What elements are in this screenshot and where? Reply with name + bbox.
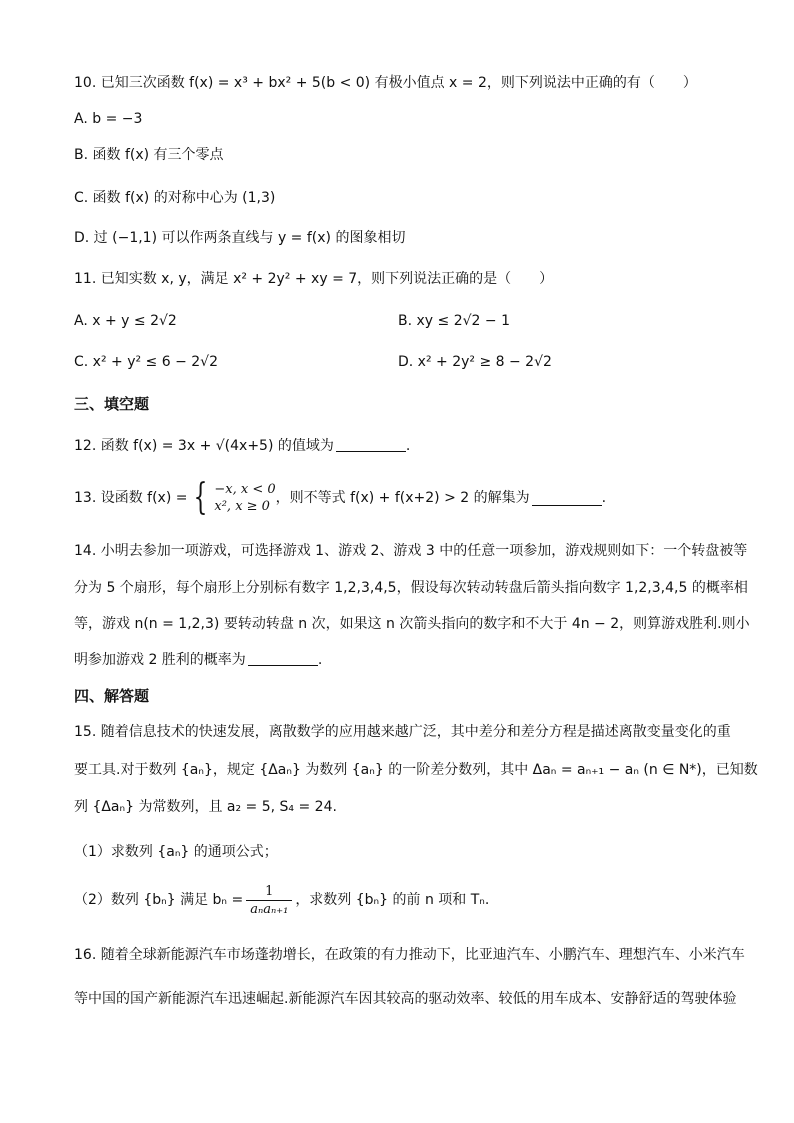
q14-line-4 bbox=[74, 650, 322, 670]
q12-text: 12. 函数 f(x) = 3x + √(4x+5) 的值域为 bbox=[74, 438, 334, 454]
q10-option-a: A. b = −3 bbox=[74, 111, 143, 127]
section-heading-solutions: 四、解答题 bbox=[74, 687, 150, 705]
q13-end: . bbox=[601, 490, 607, 506]
q15-line-1: 15. 随着信息技术的快速发展，离散数学的应用越来越广泛，其中差分和差分方程是描述离散变量变化的重 bbox=[74, 724, 731, 740]
piecewise-function bbox=[187, 477, 276, 518]
q10-option-d: D. 过 (−1,1) 可以作两条直线与 y = f(x) 的图象相切 bbox=[74, 230, 406, 246]
q14-end: . bbox=[317, 652, 323, 668]
q11-stem: 11. 已知实数 x, y，满足 x² + 2y² + xy = 7，则下列说法正确的是（ ） bbox=[74, 271, 554, 287]
q12-line bbox=[74, 436, 410, 456]
q16-line-1: 16. 随着全球新能源汽车市场蓬勃增长，在政策的有力推动下，比亚迪汽车、小鹏汽车、理想汽车、小米汽车 bbox=[74, 947, 745, 963]
q10-option-c: C. 函数 f(x) 的对称中心为 (1,3) bbox=[74, 190, 276, 206]
fraction-denominator: aₙaₙ₊₁ bbox=[246, 900, 292, 918]
piecewise-cases bbox=[214, 481, 275, 515]
q16-line-2: 等中国的国产新能源汽车迅速崛起.新能源汽车因其较高的驱动效率、较低的用车成本、安静舒适的驾驶体验 bbox=[74, 991, 737, 1007]
q11-option-c: C. x² + y² ≤ 6 − 2√2 bbox=[74, 354, 219, 370]
q11-option-b: B. xy ≤ 2√2 − 1 bbox=[398, 313, 510, 329]
q15-part-2 bbox=[74, 880, 489, 920]
q14-line-2: 分为 5 个扇形，每个扇形上分别标有数字 1,2,3,4,5，假设每次转动转盘后箭头指向数字 1,2,3,4,5 的概率相 bbox=[74, 580, 748, 596]
q10-stem: 10. 已知三次函数 f(x) = x³ + bx² + 5(b < 0) 有极小值点 x = 2，则下列说法中正确的有（ ） bbox=[74, 75, 697, 91]
q14-line-4-text: 明参加游戏 2 胜利的概率为 bbox=[74, 652, 246, 668]
q14-line-1: 14. 小明去参加一项游戏，可选择游戏 1、游戏 2、游戏 3 中的任意一项参加，游戏规则如下：一个转盘被等 bbox=[74, 543, 748, 559]
case-2: x², x ≥ 0 bbox=[214, 499, 270, 514]
fraction bbox=[246, 883, 292, 918]
q12-end: . bbox=[405, 438, 411, 454]
q13-post: ，则不等式 f(x) + f(x+2) > 2 的解集为 bbox=[275, 490, 530, 506]
case-1: −x, x < 0 bbox=[214, 482, 276, 497]
answer-blank[interactable] bbox=[248, 651, 318, 666]
q14-line-3: 等，游戏 n(n = 1,2,3) 要转动转盘 n 次，如果这 n 次箭头指向的数字和不大于 4n − 2，则算游戏胜利.则小 bbox=[74, 616, 750, 632]
q15-line-3: 列 {Δaₙ} 为常数列，且 a₂ = 5, S₄ = 24. bbox=[74, 799, 337, 815]
q15-part-2-pre: （2）数列 {bₙ} 满足 bₙ = bbox=[74, 892, 244, 908]
fraction-numerator: 1 bbox=[265, 883, 274, 899]
q15-part-2-post: ，求数列 {bₙ} 的前 n 项和 Tₙ. bbox=[295, 892, 490, 908]
section-heading-fill-in: 三、填空题 bbox=[74, 395, 150, 413]
answer-blank[interactable] bbox=[532, 491, 602, 506]
q11-option-a: A. x + y ≤ 2√2 bbox=[74, 313, 177, 329]
answer-blank[interactable] bbox=[336, 437, 406, 452]
q15-part-1: （1）求数列 {aₙ} 的通项公式； bbox=[74, 844, 278, 860]
brace-symbol: { bbox=[194, 477, 208, 518]
q13-pre: 13. 设函数 f(x) = bbox=[74, 490, 188, 506]
q15-line-2: 要工具.对于数列 {aₙ}，规定 {Δaₙ} 为数列 {aₙ} 的一阶差分数列，其中 Δaₙ = aₙ₊₁ − aₙ (n ∈ N*)，已知数 bbox=[74, 762, 758, 778]
q11-option-d: D. x² + 2y² ≥ 8 − 2√2 bbox=[398, 354, 552, 370]
q10-option-b: B. 函数 f(x) 有三个零点 bbox=[74, 147, 224, 163]
q13-line bbox=[74, 476, 606, 520]
